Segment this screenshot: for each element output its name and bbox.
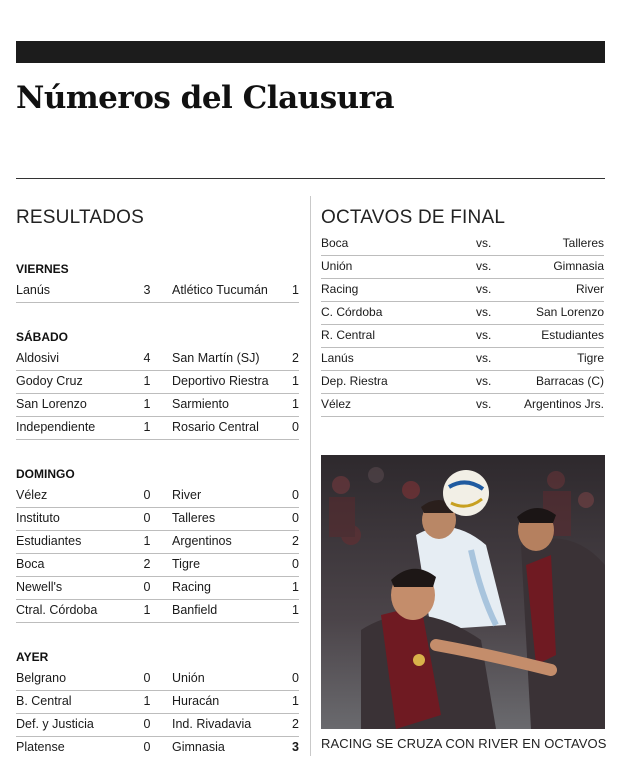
team-b: San Lorenzo	[535, 305, 604, 319]
home-score: 3	[143, 283, 151, 297]
home-score: 4	[143, 351, 151, 365]
away-team: Rosario Central	[172, 420, 259, 434]
home-score: 1	[143, 603, 151, 617]
match-photo	[321, 455, 605, 729]
home-team: Def. y Justicia	[16, 717, 94, 731]
photo-illustration	[321, 455, 605, 729]
away-score: 1	[292, 283, 299, 297]
day-label-viernes: VIERNES	[16, 262, 69, 276]
away-score: 2	[292, 351, 299, 365]
home-score: 0	[143, 671, 151, 685]
away-score: 2	[292, 534, 299, 548]
versus: vs.	[476, 259, 492, 273]
team-a: Dep. Riestra	[321, 374, 388, 388]
home-team: Ctral. Córdoba	[16, 603, 98, 617]
away-team: Ind. Rivadavia	[172, 717, 252, 731]
away-score: 0	[292, 557, 299, 571]
team-b: Argentinos Jrs.	[523, 397, 604, 411]
away-score: 1	[292, 397, 299, 411]
match-row	[16, 690, 299, 714]
octavos-row	[321, 325, 604, 348]
team-b: Gimnasia	[553, 259, 604, 273]
ball	[443, 470, 489, 516]
home-score: 1	[143, 694, 151, 708]
home-score: 2	[143, 557, 151, 571]
home-score: 1	[143, 397, 151, 411]
away-score: 0	[292, 488, 299, 502]
octavos-row	[321, 394, 604, 417]
match-row	[16, 507, 299, 531]
team-a: Lanús	[321, 351, 354, 365]
results-title: RESULTADOS	[16, 207, 144, 228]
away-team: River	[172, 488, 202, 502]
home-score: 0	[143, 488, 151, 502]
away-team: Atlético Tucumán	[172, 283, 268, 297]
home-team: Independiente	[16, 420, 96, 434]
team-b: Barracas (C)	[535, 374, 604, 388]
team-a: R. Central	[321, 328, 376, 342]
versus: vs.	[476, 397, 492, 411]
away-team: Racing	[172, 580, 211, 594]
octavos-title: OCTAVOS DE FINAL	[321, 207, 506, 228]
home-score: 0	[143, 740, 151, 754]
team-a: Unión	[321, 259, 353, 273]
versus: vs.	[476, 351, 492, 365]
match-row	[16, 370, 299, 394]
home-score: 1	[143, 374, 151, 388]
home-team: Aldosivi	[16, 351, 60, 365]
away-score: 2	[292, 717, 299, 731]
away-score: 1	[292, 374, 299, 388]
match-row	[16, 530, 299, 554]
home-team: Belgrano	[16, 671, 67, 685]
match-row	[16, 576, 299, 600]
versus: vs.	[476, 282, 492, 296]
home-score: 0	[143, 580, 151, 594]
away-team: Talleres	[172, 511, 216, 525]
octavos-row	[321, 279, 604, 302]
team-b: Talleres	[562, 236, 604, 250]
octavos-row	[321, 371, 604, 394]
page-title: Números del Clausura	[16, 80, 395, 116]
match-row	[16, 279, 299, 303]
match-row	[16, 553, 299, 577]
match-row	[16, 347, 299, 371]
header-bar	[16, 41, 605, 63]
away-team: Tigre	[172, 557, 201, 571]
team-b: Tigre	[577, 351, 604, 365]
team-a: Vélez	[321, 397, 352, 411]
home-team: Vélez	[16, 488, 48, 502]
away-team: Argentinos	[172, 534, 232, 548]
away-team: Gimnasia	[172, 740, 225, 754]
home-score: 1	[143, 534, 151, 548]
home-team: Newell's	[16, 580, 63, 594]
match-row	[16, 484, 299, 508]
team-b: Estudiantes	[541, 328, 604, 342]
home-team: San Lorenzo	[16, 397, 87, 411]
away-score: 0	[292, 511, 299, 525]
home-score: 0	[143, 511, 151, 525]
home-team: Estudiantes	[16, 534, 82, 548]
match-row	[16, 713, 299, 737]
away-team: Unión	[172, 671, 205, 685]
match-row	[16, 393, 299, 417]
away-score: 1	[292, 694, 299, 708]
away-team: Banfield	[172, 603, 218, 617]
away-score: 0	[292, 671, 299, 685]
team-a: C. Córdoba	[321, 305, 383, 319]
match-row	[16, 736, 299, 759]
team-a: Racing	[321, 282, 359, 296]
away-team: Deportivo Riestra	[172, 374, 269, 388]
octavos-row	[321, 256, 604, 279]
away-score: 0	[292, 420, 299, 434]
away-score: 1	[292, 603, 299, 617]
match-row	[16, 599, 299, 623]
away-score: 3	[292, 740, 299, 754]
octavos-row	[321, 233, 604, 256]
home-team: Boca	[16, 557, 45, 571]
column-divider	[310, 196, 311, 756]
versus: vs.	[476, 236, 492, 250]
versus: vs.	[476, 374, 492, 388]
home-score: 1	[143, 420, 151, 434]
home-team: B. Central	[16, 694, 72, 708]
title-divider	[16, 178, 605, 179]
home-team: Godoy Cruz	[16, 374, 83, 388]
photo-caption: RACING SE CRUZA CON RIVER EN OCTAVOS	[321, 736, 607, 751]
octavos-row	[321, 348, 604, 371]
away-score: 1	[292, 580, 299, 594]
day-label-ayer: AYER	[16, 650, 49, 664]
match-row	[16, 416, 299, 440]
versus: vs.	[476, 305, 492, 319]
versus: vs.	[476, 328, 492, 342]
away-team: Sarmiento	[172, 397, 229, 411]
team-a: Boca	[321, 236, 349, 250]
away-team: San Martín (SJ)	[172, 351, 260, 365]
home-team: Lanús	[16, 283, 51, 297]
away-team: Huracán	[172, 694, 220, 708]
day-label-sabado: SÁBADO	[16, 330, 69, 344]
octavos-row	[321, 302, 604, 325]
team-b: River	[575, 282, 604, 296]
home-score: 0	[143, 717, 151, 731]
home-team: Platense	[16, 740, 65, 754]
day-label-domingo: DOMINGO	[16, 467, 75, 481]
home-team: Instituto	[16, 511, 60, 525]
match-row	[16, 667, 299, 691]
